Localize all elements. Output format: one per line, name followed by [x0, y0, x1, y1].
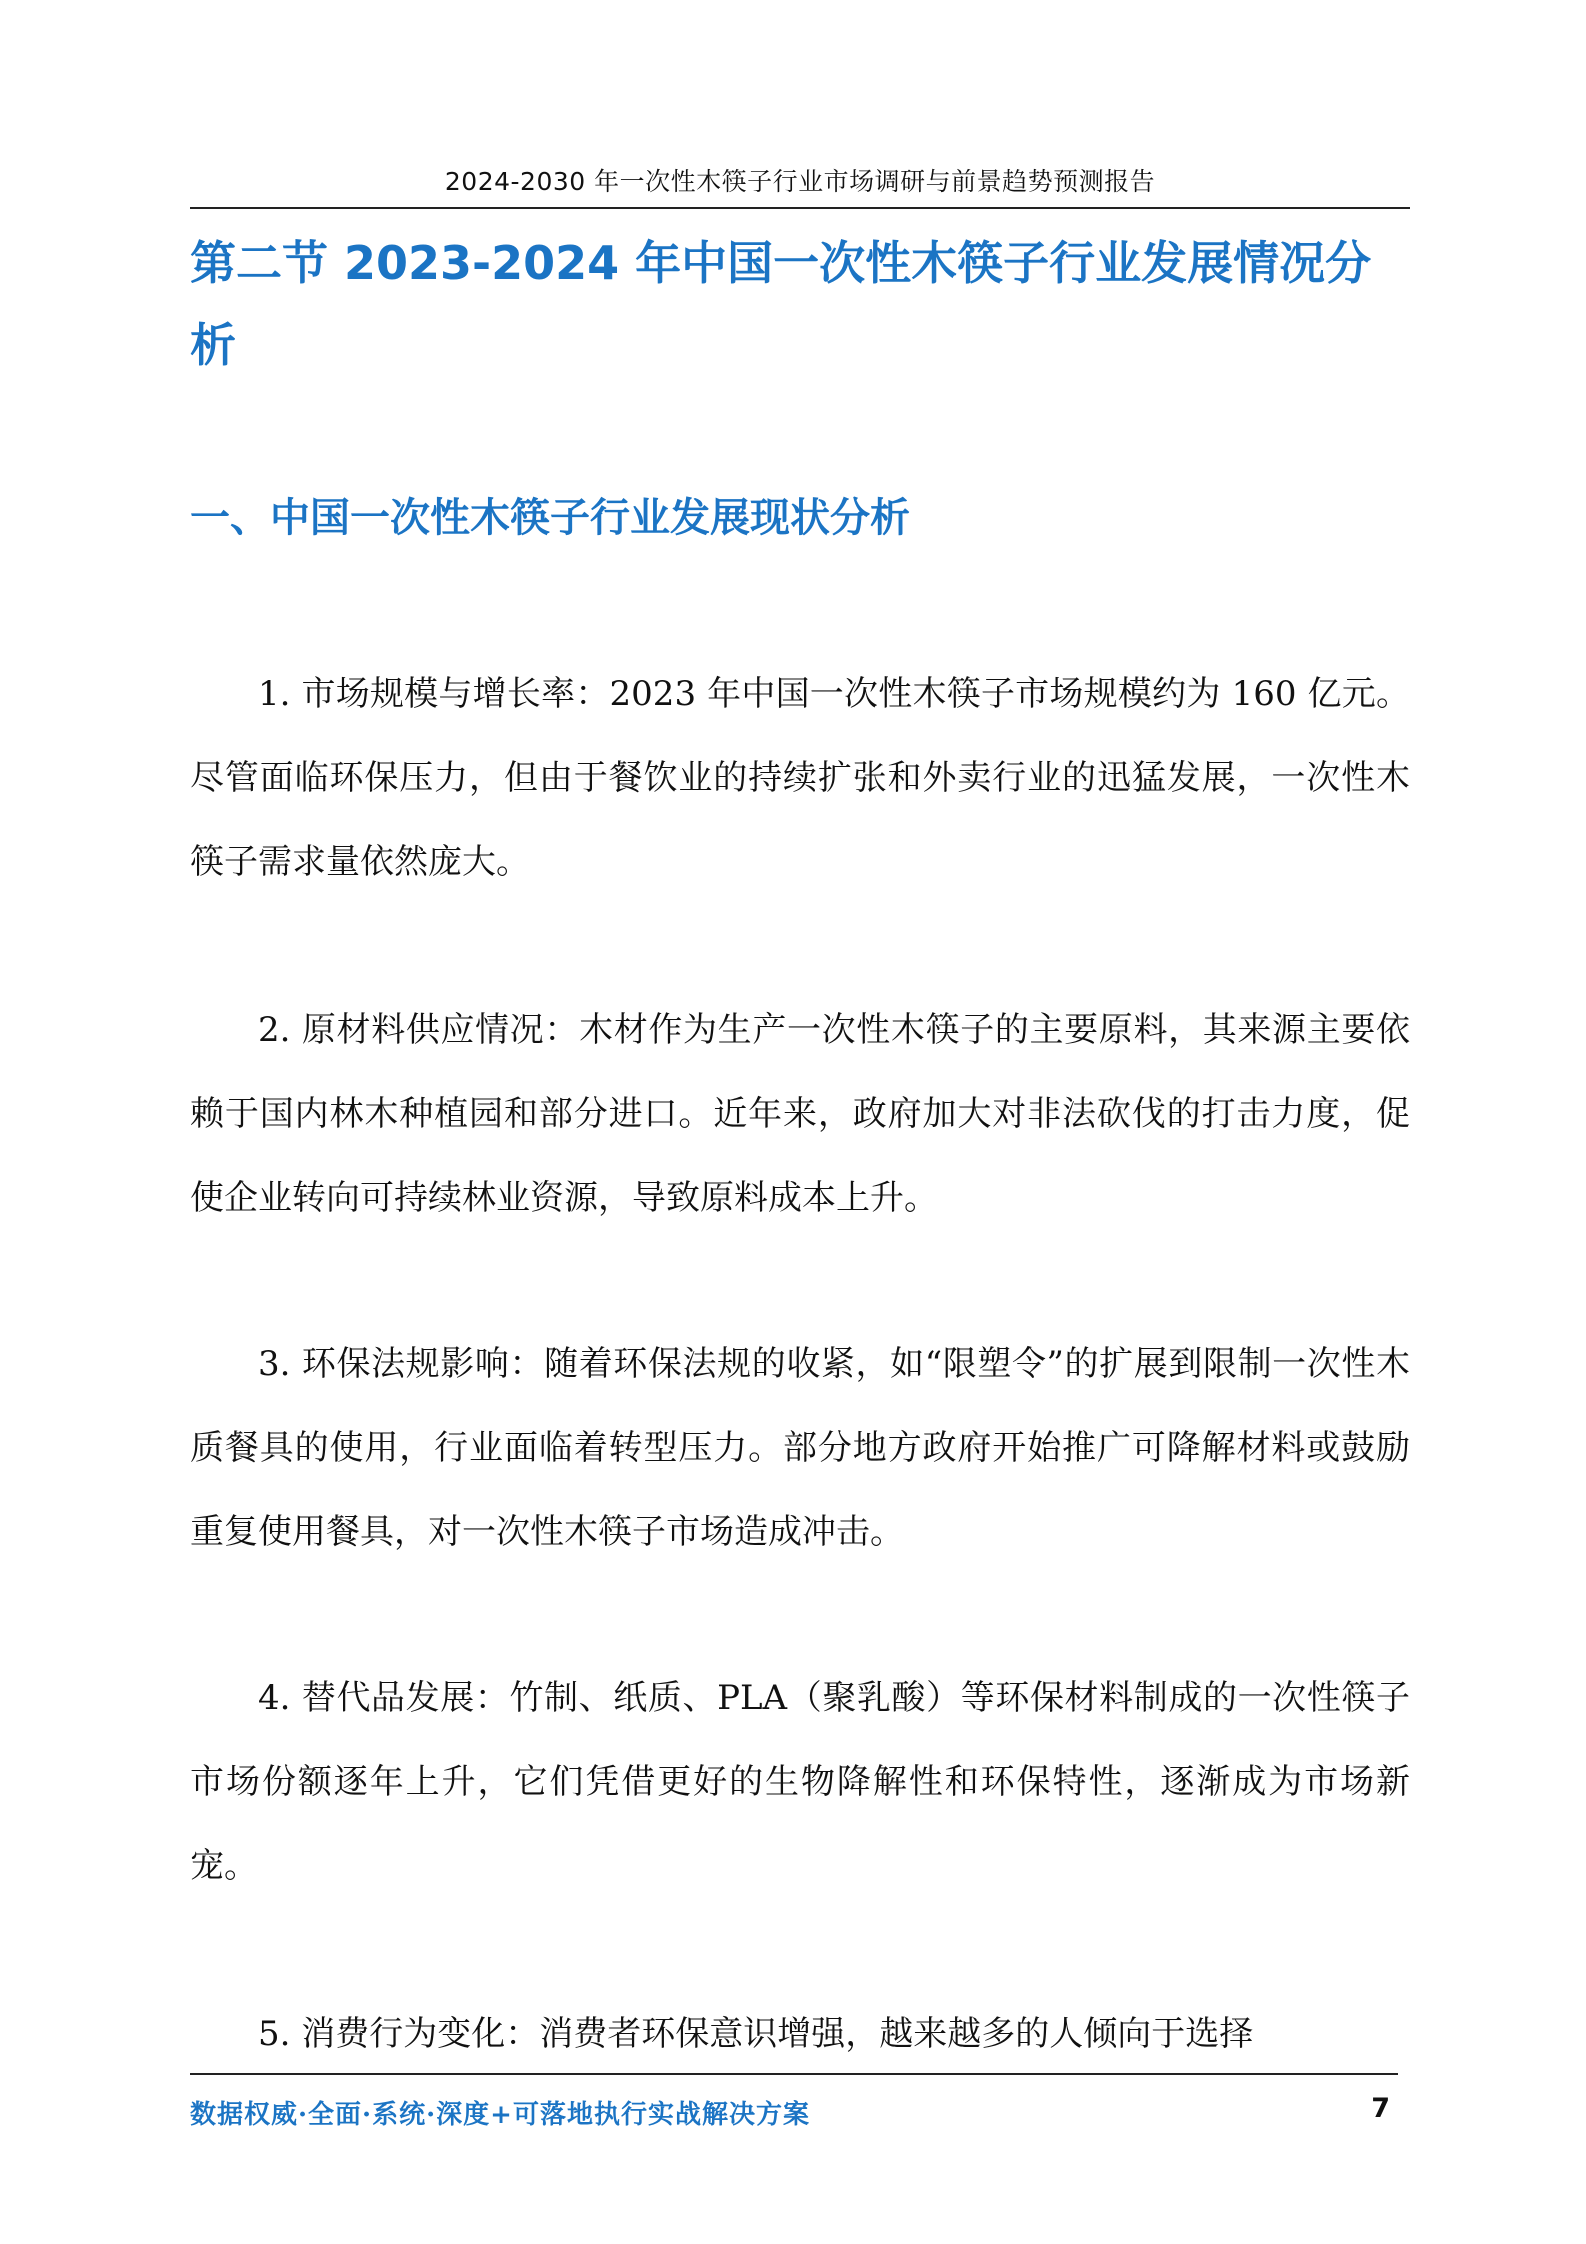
header-divider [190, 207, 1410, 209]
paragraph-consumer-behavior: 5. 消费行为变化：消费者环保意识增强，越来越多的人倾向于选择 [258, 2014, 1254, 2054]
footer-slogan: 数据权威·全面·系统·深度+可落地执行实战解决方案 [190, 2100, 810, 2130]
paragraph-substitutes: 4. 替代品发展：竹制、纸质、PLA（聚乳酸）等环保材料制成的一次性筷子市场份额逐年上升，它们凭借更好的生物降解性和环保特性，逐渐成为市场新宠。 [190, 1678, 1410, 1886]
running-header: 2024-2030 年一次性木筷子行业市场调研与前景趋势预测报告 [444, 167, 1156, 196]
paragraph-regulations: 3. 环保法规影响：随着环保法规的收紧，如“限塑令”的扩展到限制一次性木质餐具的使用，行业面临着转型压力。部分地方政府开始推广可降解材料或鼓励重复使用餐具，对一次性木筷子市场造成冲击。 [190, 1344, 1410, 1552]
page-number: 7 [1371, 2093, 1390, 2124]
paragraph-raw-materials: 2. 原材料供应情况：木材作为生产一次性木筷子的主要原料，其来源主要依赖于国内林木种植园和部分进口。近年来，政府加大对非法砍伐的打击力度，促使企业转向可持续林业资源，导致原料成本上升。 [190, 1010, 1410, 1218]
footer-divider [190, 2073, 1398, 2075]
section-title: 第二节 2023-2024 年中国一次性木筷子行业发展情况分析 [190, 236, 1372, 372]
subsection-title: 一、中国一次性木筷子行业发展现状分析 [190, 495, 910, 541]
paragraph-market-size: 1. 市场规模与增长率：2023 年中国一次性木筷子市场规模约为 160 亿元。尽管面临环保压力，但由于餐饮业的持续扩张和外卖行业的迅猛发展，一次性木筷子需求量依然庞大。 [190, 674, 1410, 882]
